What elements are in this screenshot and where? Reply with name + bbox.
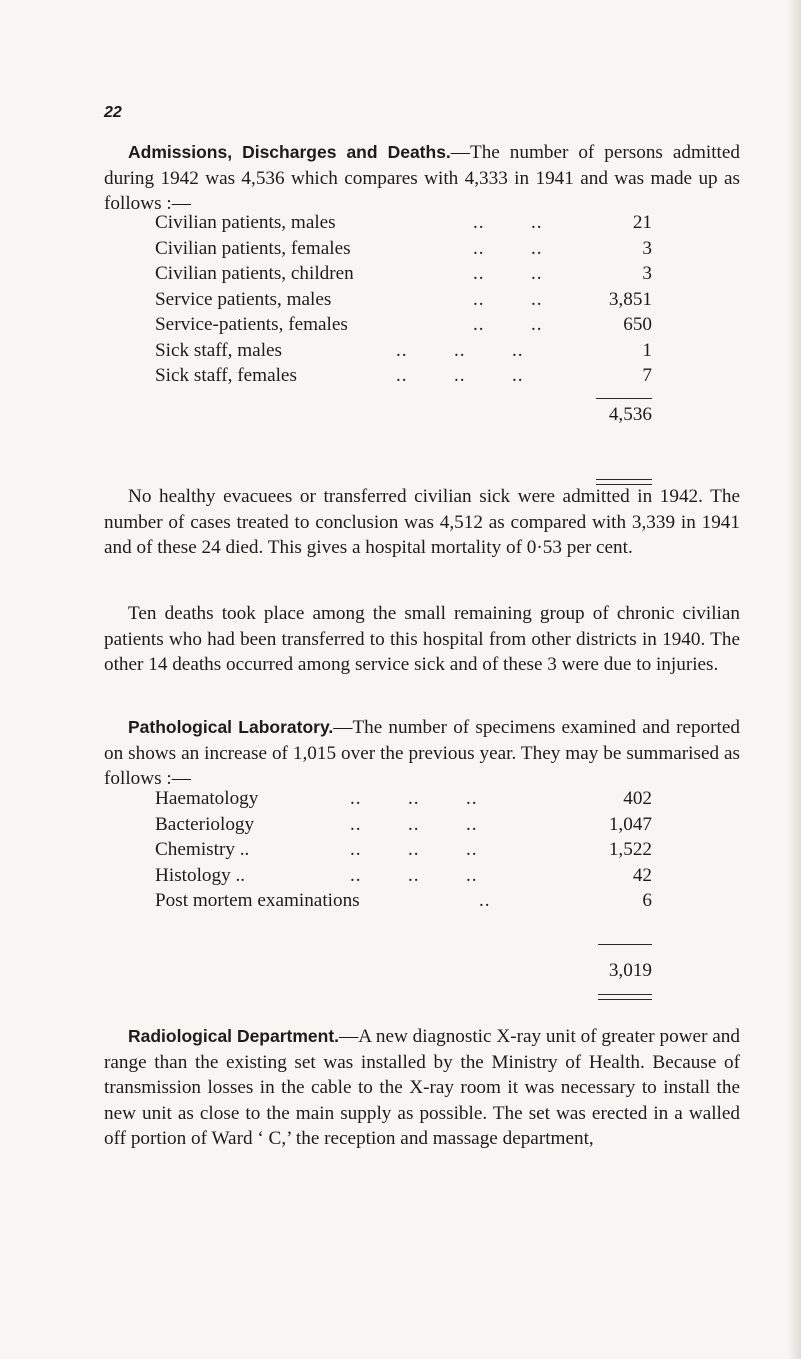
laboratory-row-leader: .. .. .. xyxy=(350,788,478,809)
admissions-row-label: Sick staff, females xyxy=(155,365,297,386)
laboratory-row-value: 1,047 xyxy=(608,813,652,835)
admissions-row-leader: .. .. .. xyxy=(396,365,524,386)
admissions-row-leader: .. .. xyxy=(473,237,543,259)
laboratory-row-label: Bacteriology xyxy=(155,813,255,835)
admissions-row-label: Service patients, males xyxy=(155,288,332,310)
evacuees-paragraph: No healthy evacuees or transferred civilian sick were admitted in 1942. The number of cases treated to conclusion was 4,512 as compared with 3,339 in 1941 and of these 24 died. This gives a hospital mortality of 0·53 per cent. xyxy=(104,486,740,558)
laboratory-row xyxy=(155,888,657,914)
admissions-row-leader: .. .. .. xyxy=(396,339,524,361)
laboratory-row-label: Chemistry .. xyxy=(155,839,250,860)
laboratory-heading: Pathological Laboratory. xyxy=(128,717,334,737)
laboratory-row-leader: .. xyxy=(479,890,491,911)
laboratory-row-leader: .. .. .. xyxy=(350,813,478,835)
laboratory-row xyxy=(155,786,657,812)
laboratory-table xyxy=(155,786,657,914)
laboratory-row xyxy=(155,863,657,889)
admissions-intro-text: —The number of persons admitted during 1942 was 4,536 which compares with 4,333 in 1941 and was made up as follows :— xyxy=(104,142,740,214)
admissions-row xyxy=(155,210,657,236)
admissions-row xyxy=(155,261,657,287)
admissions-row-label: Civilian patients, children xyxy=(155,263,354,284)
laboratory-row xyxy=(155,837,657,863)
laboratory-row-value: 42 xyxy=(632,864,652,886)
laboratory-row-label: Haematology xyxy=(155,788,259,809)
admissions-row-value: 1 xyxy=(642,339,652,361)
admissions-row-value: 21 xyxy=(632,212,652,233)
admissions-row xyxy=(155,338,657,364)
radiological-paragraph xyxy=(104,1024,740,1152)
page-number: 22 xyxy=(104,104,122,121)
admissions-row-value: 3 xyxy=(642,263,652,284)
laboratory-row xyxy=(155,812,657,838)
admissions-total-rule xyxy=(596,398,652,399)
admissions-row-value: 3,851 xyxy=(608,288,652,310)
laboratory-row-leader: .. .. .. xyxy=(350,864,478,886)
radiological-heading: Radiological Department. xyxy=(128,1026,340,1046)
admissions-row-leader: .. .. xyxy=(473,314,543,335)
laboratory-total: 3,019 xyxy=(608,960,652,981)
admissions-row-label: Service-patients, females xyxy=(155,314,348,335)
admissions-table xyxy=(155,210,657,389)
admissions-row-label: Civilian patients, females xyxy=(155,237,351,259)
laboratory-paragraph xyxy=(104,715,740,792)
admissions-row xyxy=(155,312,657,338)
admissions-row-value: 7 xyxy=(642,365,652,386)
radiological-text: —A new diagnostic X-ray unit of greater power and range than the existing set was installed by the Ministry of Health. Because of transmission losses in the cable to the X-ray room it was necessary to install the new unit as close to the main supply as possible. The set was erected in a walled off portion of Ward ‘ C,’ the reception and massage department, xyxy=(104,1026,740,1149)
admissions-row xyxy=(155,363,657,389)
admissions-row xyxy=(155,236,657,262)
laboratory-row-value: 6 xyxy=(642,890,652,911)
laboratory-total-rule xyxy=(598,944,652,945)
admissions-row-value: 650 xyxy=(623,314,652,335)
admissions-paragraph xyxy=(104,140,740,217)
laboratory-row-leader: .. .. .. xyxy=(350,839,478,860)
laboratory-intro-text: —The number of specimens examined and reported on shows an increase of 1,015 over the previous year. They may be summarised as follows :— xyxy=(104,717,740,789)
page-edge-shadow xyxy=(787,0,801,1359)
laboratory-row-value: 402 xyxy=(623,788,652,809)
admissions-row-leader: .. .. xyxy=(473,212,543,233)
admissions-total: 4,536 xyxy=(608,404,652,425)
deaths-paragraph: Ten deaths took place among the small remaining group of chronic civilian patients who had been transferred to this hospital from other districts in 1940. The other 14 deaths occurred among service sick and of these 3 were due to injuries. xyxy=(104,603,740,675)
admissions-row-leader: .. .. xyxy=(473,288,543,310)
admissions-row-leader: .. .. xyxy=(473,263,543,284)
laboratory-row-label: Post mortem examinations xyxy=(155,890,360,911)
admissions-row-label: Sick staff, males xyxy=(155,339,283,361)
admissions-row-value: 3 xyxy=(642,237,652,259)
laboratory-total-double-rule xyxy=(598,994,652,1000)
laboratory-row-value: 1,522 xyxy=(608,839,652,860)
admissions-heading: Admissions, Discharges and Deaths. xyxy=(128,142,451,162)
admissions-row-label: Civilian patients, males xyxy=(155,212,336,233)
laboratory-row-label: Histology .. xyxy=(155,864,246,886)
admissions-row xyxy=(155,287,657,313)
